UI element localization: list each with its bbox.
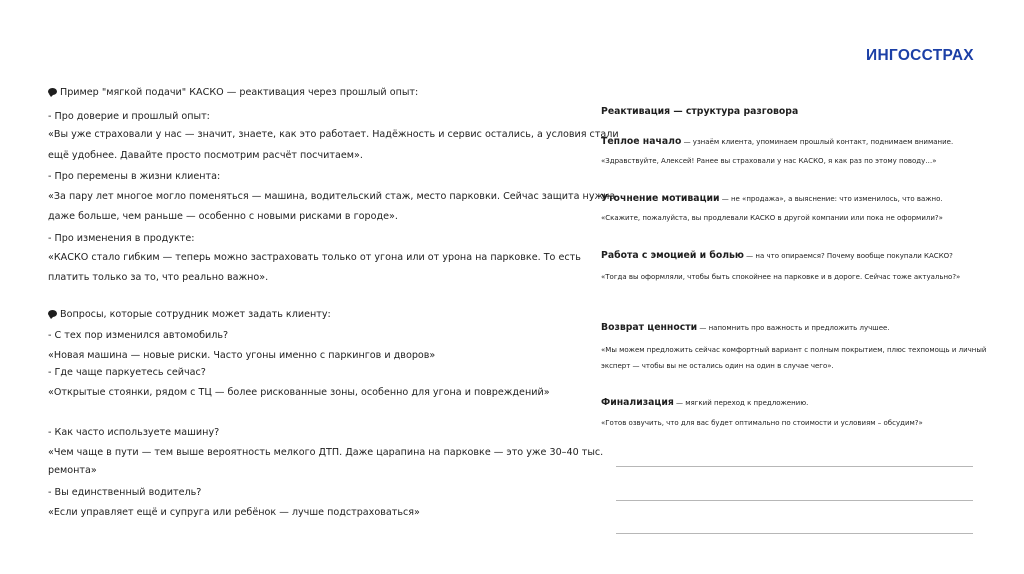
question: - С тех пор изменился автомобиль?: [48, 330, 229, 341]
answer: «Открытые стоянки, рядом с ТЦ — более рискованные зоны, особенно для угона и повреждений»: [48, 387, 550, 398]
company-logo: ИНГОССТРАХ: [866, 47, 974, 64]
step-finalization: Финализация — мягкий переход к предложению.: [601, 397, 809, 408]
section-heading: - Про изменения в продукте:: [48, 233, 195, 244]
questions-title: Вопросы, которые сотрудник может задать клиенту:: [48, 308, 331, 321]
quote-line: «За пару лет многое могло поменяться — машина, водительский стаж, место парковки. Сейчас защита нужна: [48, 191, 616, 202]
step-value: Возврат ценности — напомнить про важность и предложить лучшее.: [601, 322, 890, 333]
step-quote: «Скажите, пожалуйста, вы продлевали КАСКО в другой компании или пока не оформили?»: [601, 214, 943, 222]
structure-title: Реактивация — структура разговора: [601, 106, 799, 117]
answer: «Если управляет ещё и супруга или ребёнок — лучше подстраховаться»: [48, 507, 420, 518]
quote-line: ещё удобнее. Давайте просто посмотрим расчёт посчитаем».: [48, 150, 363, 161]
divider-line: [616, 533, 973, 534]
question: - Вы единственный водитель?: [48, 487, 202, 498]
step-quote: «Мы можем предложить сейчас комфортный вариант с полным покрытием, плюс техпомощь и личный: [601, 346, 987, 354]
step-motivation: Уточнение мотивации — не «продажа», а выяснение: что изменилось, что важно.: [601, 193, 943, 204]
question: - Где чаще паркуетесь сейчас?: [48, 367, 206, 378]
quote-line: даже больше, чем раньше — особенно с новыми рисками в городе».: [48, 211, 398, 222]
quote-line: «Вы уже страховали у нас — значит, знаете, как это работает. Надёжность и сервис остались, а условия стали: [48, 129, 619, 140]
section-heading: - Про доверие и прошлый опыт:: [48, 111, 210, 122]
step-emotion: Работа с эмоцией и болью — на что опираемся? Почему вообще покупали КАСКО?: [601, 250, 953, 261]
quote-line: платить только за то, что реально важно».: [48, 272, 269, 283]
answer: «Новая машина — новые риски. Часто угоны именно с паркингов и дворов»: [48, 350, 436, 361]
section-heading: - Про перемены в жизни клиента:: [48, 171, 221, 182]
step-quote: «Тогда вы оформляли, чтобы быть спокойнее на парковке и в дороге. Сейчас тоже актуально?»: [601, 273, 961, 281]
step-quote: «Готов озвучить, что для вас будет оптимально по стоимости и условиям – обсудим?»: [601, 419, 923, 427]
examples-title: Пример "мягкой подачи" КАСКО — реактивация через прошлый опыт:: [48, 86, 418, 99]
answer: «Чем чаще в пути — тем выше вероятность мелкого ДТП. Даже царапина на парковке — это уже 30–40 тыс.: [48, 447, 604, 458]
answer: ремонта»: [48, 465, 97, 476]
speech-bubble-icon: [48, 310, 57, 317]
divider-line: [616, 500, 973, 501]
speech-bubble-icon: [48, 88, 57, 95]
quote-line: «КАСКО стало гибким — теперь можно застраховать только от угона или от урона на парковке. То есть: [48, 252, 581, 263]
step-quote: «Здравствуйте, Алексей! Ранее вы страховали у нас КАСКО, я как раз по этому поводу…»: [601, 157, 937, 165]
question: - Как часто используете машину?: [48, 427, 220, 438]
divider-line: [616, 466, 973, 467]
step-quote: эксперт — чтобы вы не остались один на один в случае чего».: [601, 362, 834, 370]
step-warm-start: Теплое начало — узнаём клиента, упоминаем прошлый контакт, поднимаем внимание.: [601, 136, 954, 147]
